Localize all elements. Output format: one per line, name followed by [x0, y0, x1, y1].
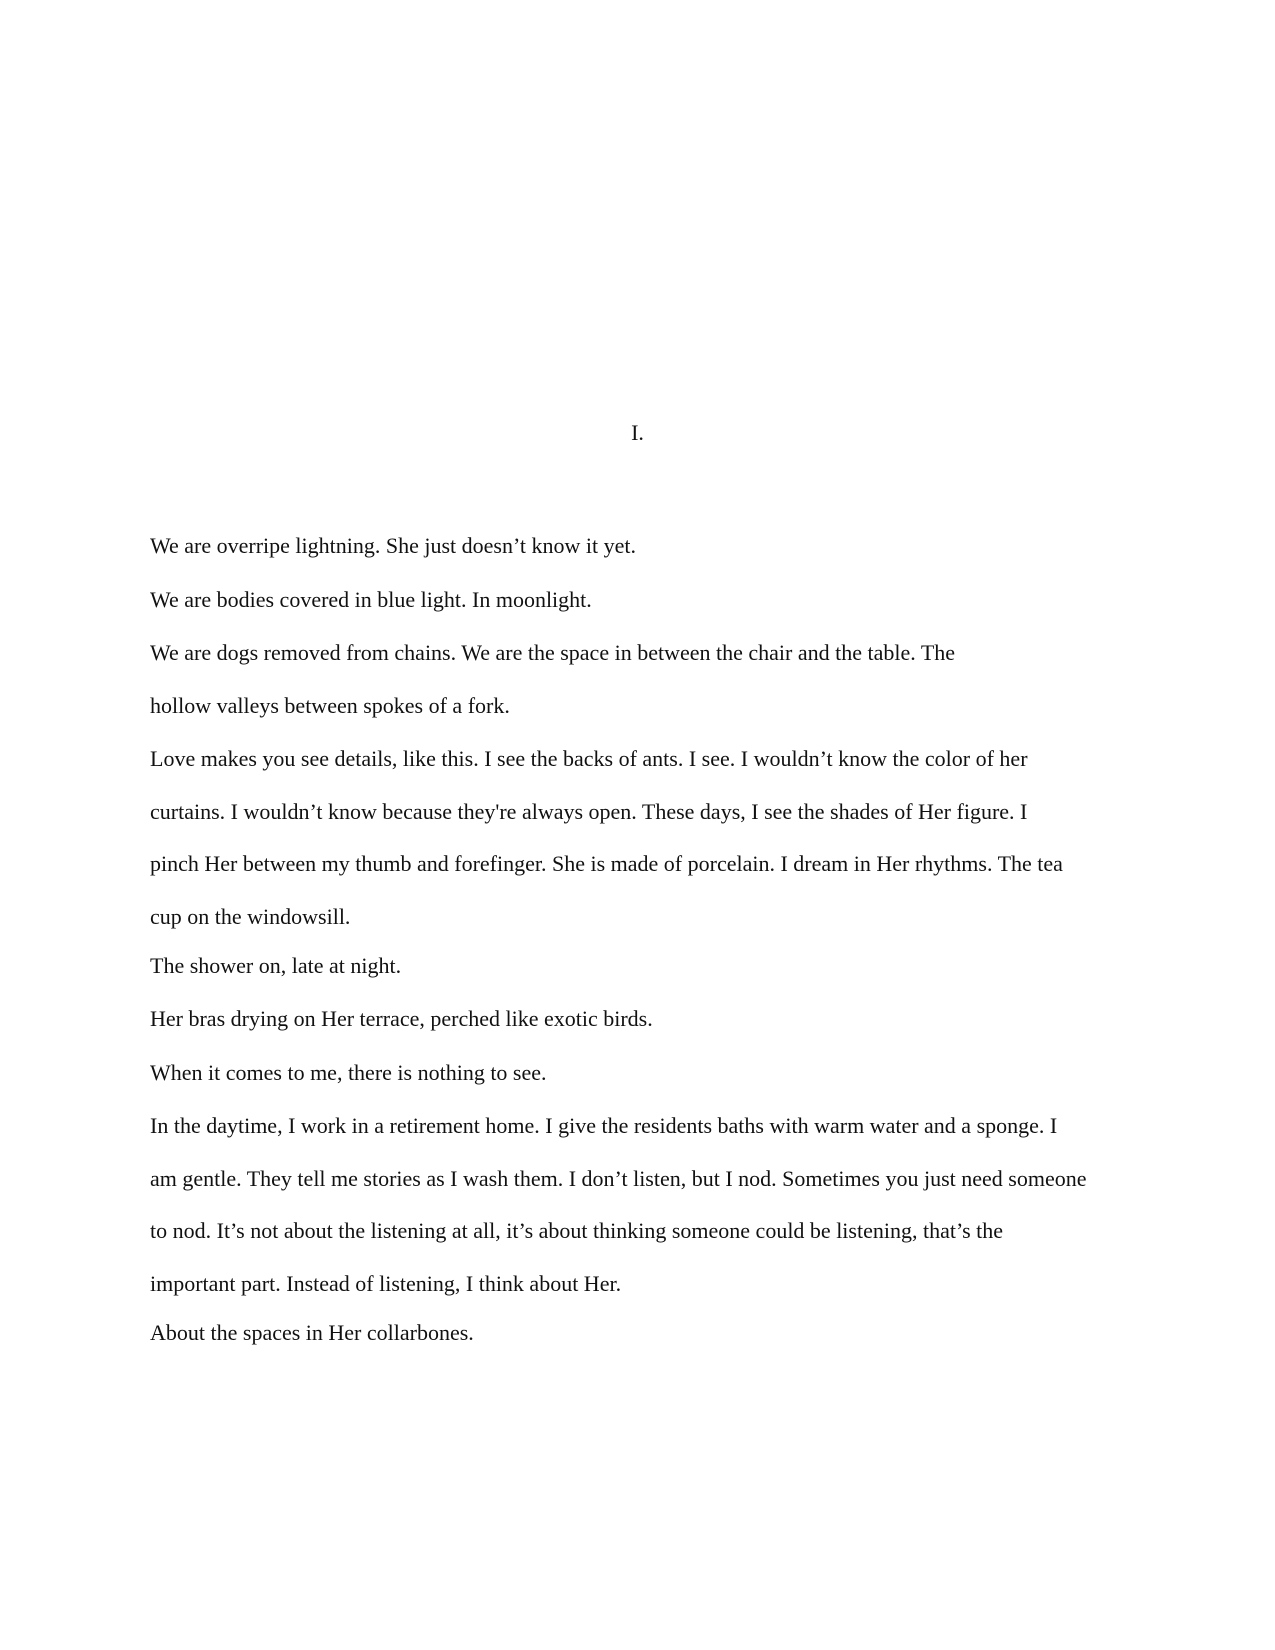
paragraph-line: We are dogs removed from chains. We are the space in between the chair and the table. The	[150, 640, 956, 665]
paragraph-line: We are bodies covered in blue light. In moonlight.	[150, 587, 592, 612]
paragraph	[150, 940, 1130, 993]
paragraph-line: In the daytime, I work in a retirement home. I give the residents baths with warm water and a sponge. I	[150, 1113, 1058, 1138]
paragraph-line: About the spaces in Her collarbones.	[150, 1320, 474, 1345]
section-heading	[0, 420, 1275, 446]
paragraph-line: hollow valleys between spokes of a fork.	[150, 692, 510, 718]
paragraph	[150, 993, 1130, 1046]
section-heading-text: I.	[631, 420, 644, 445]
paragraph-line: am gentle. They tell me stories as I wash them. I don’t listen, but I nod. Sometimes you just need someone	[150, 1165, 1087, 1191]
paragraph-line: Her bras drying on Her terrace, perched like exotic birds.	[150, 1006, 653, 1031]
paragraph-line: Love makes you see details, like this. I see the backs of ants. I see. I wouldn’t know the color of her	[150, 746, 1028, 771]
paragraph-line: When it comes to me, there is nothing to see.	[150, 1060, 547, 1085]
paragraph-line: pinch Her between my thumb and forefinger. She is made of porcelain. I dream in Her rhythms. The tea	[150, 851, 1063, 876]
paragraph-line: to nod. It’s not about the listening at all, it’s about thinking someone could be listening, that’s the	[150, 1218, 1004, 1243]
paragraph	[150, 1100, 1130, 1310]
paragraph	[150, 574, 1130, 627]
paragraph-line: We are overripe lightning. She just doesn’t know it yet.	[150, 533, 637, 558]
paragraph	[150, 1307, 1130, 1360]
paragraph-line: cup on the windowsill.	[150, 903, 351, 929]
paragraph-line: important part. Instead of listening, I think about Her.	[150, 1270, 622, 1296]
paragraph	[150, 1047, 1130, 1100]
paragraph-line: The shower on, late at night.	[150, 953, 402, 978]
paragraph	[150, 627, 1130, 732]
paragraph	[150, 733, 1130, 943]
paragraph-line: curtains. I wouldn’t know because they're always open. These days, I see the shades of Her figure. I	[150, 798, 1028, 824]
paragraph	[150, 520, 1130, 573]
